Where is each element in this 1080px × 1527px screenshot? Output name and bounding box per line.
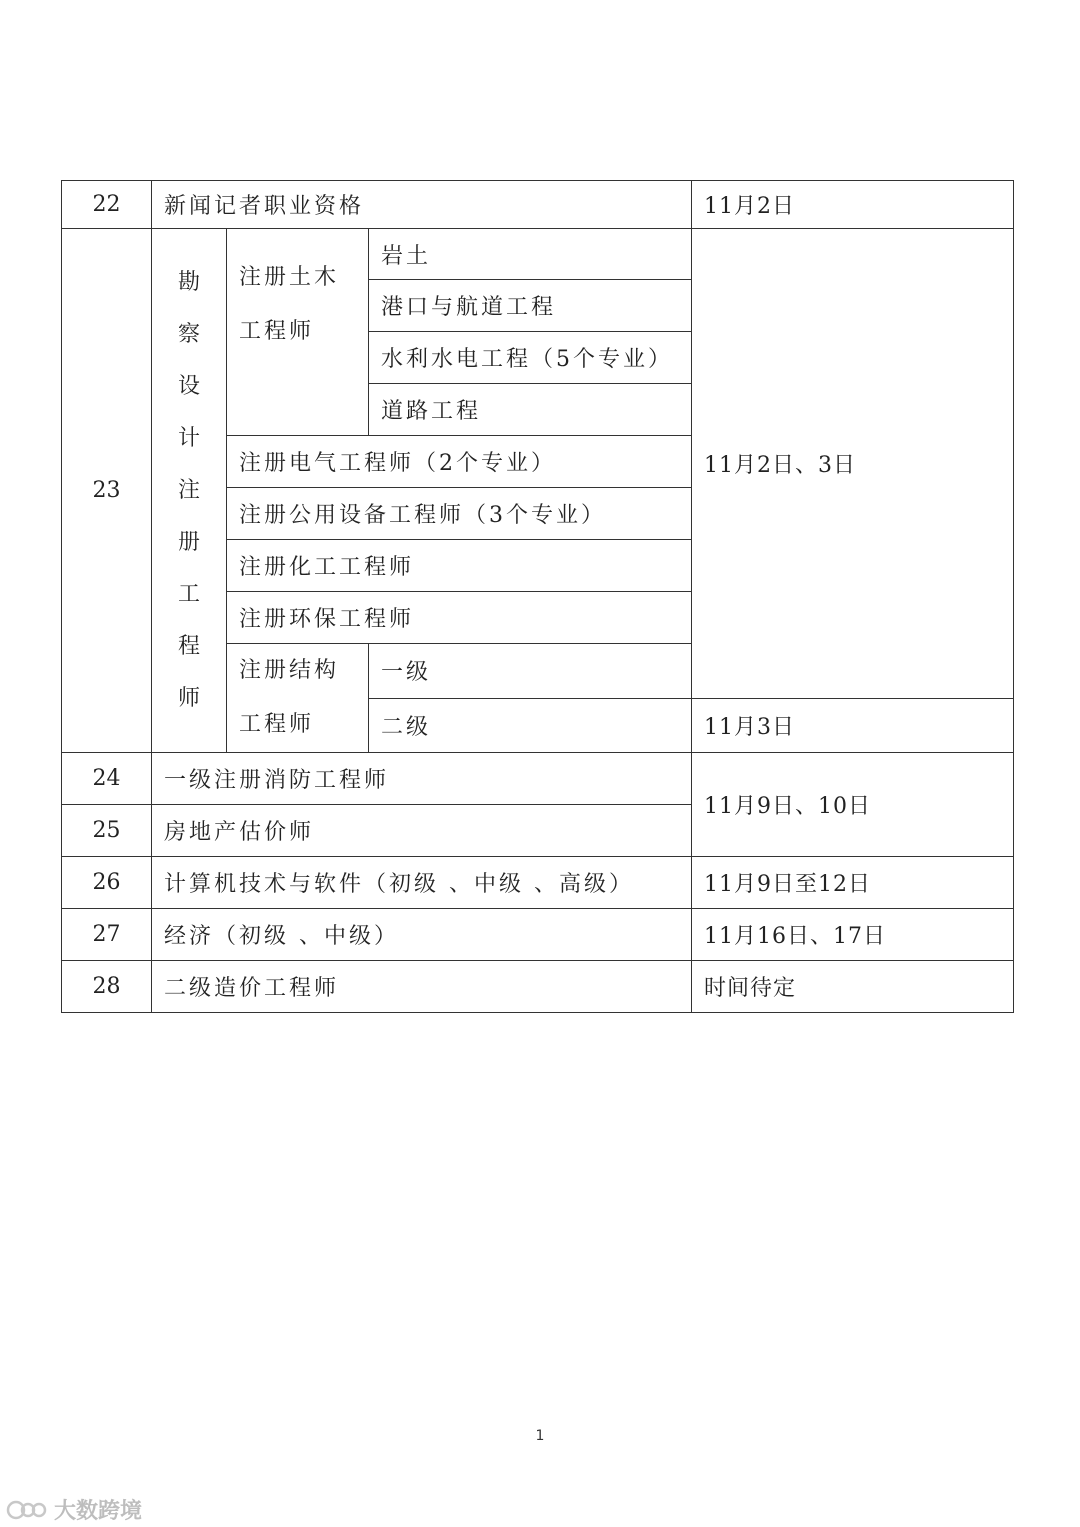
exam-date-level-2: 11月3日 <box>692 698 1014 753</box>
category-char: 察 <box>177 321 200 347</box>
exam-date: 11月2日 <box>692 181 1014 229</box>
category-char: 程 <box>177 633 200 659</box>
exam-date-main: 11月2日、3日 <box>692 229 1014 699</box>
structural-engineer-label: 注册结构 工程师 <box>227 644 369 753</box>
row-number: 25 <box>62 805 152 857</box>
exam-schedule-table <box>61 180 1014 1013</box>
category-char: 计 <box>177 425 200 451</box>
row-number: 27 <box>62 909 152 961</box>
table-row-26 <box>62 857 1014 909</box>
environmental-engineer: 注册环保工程师 <box>227 592 692 644</box>
row-number: 22 <box>62 181 152 229</box>
structural-level-2: 二级 <box>369 698 692 753</box>
category-char: 师 <box>177 685 200 711</box>
watermark-text: 大数跨境 <box>54 1499 143 1524</box>
electrical-engineer: 注册电气工程师（2个专业） <box>227 436 692 488</box>
row-number: 26 <box>62 857 152 909</box>
exam-date: 11月9日、10日 <box>692 753 1014 857</box>
exam-date: 11月16日、17日 <box>692 909 1014 961</box>
table-row-28 <box>62 961 1014 1013</box>
specialty-geotechnical: 岩土 <box>369 229 692 280</box>
logo-icon <box>6 1499 48 1521</box>
chemical-engineer: 注册化工工程师 <box>227 540 692 592</box>
exam-name: 经济（初级 、中级） <box>152 909 692 961</box>
page-number: 1 <box>535 1428 545 1444</box>
table-row-27 <box>62 909 1014 961</box>
category-char: 设 <box>177 373 200 399</box>
row-number: 28 <box>62 961 152 1013</box>
exam-name: 一级注册消防工程师 <box>152 753 692 805</box>
exam-name: 计算机技术与软件（初级 、中级 、高级） <box>152 857 692 909</box>
row-number: 23 <box>62 229 152 753</box>
table-row-24 <box>62 753 1014 805</box>
structural-level-1: 一级 <box>369 644 692 699</box>
watermark <box>6 1494 142 1525</box>
exam-name: 房地产估价师 <box>152 805 692 857</box>
category-vertical-label <box>152 229 227 753</box>
category-char: 工 <box>177 581 200 607</box>
specialty-hydro: 水利水电工程（5个专业） <box>369 332 692 384</box>
table-row-23 <box>62 229 1014 280</box>
exam-date: 时间待定 <box>692 961 1014 1013</box>
public-equipment-engineer: 注册公用设备工程师（3个专业） <box>227 488 692 540</box>
specialty-port: 港口与航道工程 <box>369 280 692 332</box>
table-row-22 <box>62 181 1014 229</box>
civil-engineer-label: 注册土木 工程师 <box>227 229 369 436</box>
specialty-road: 道路工程 <box>369 384 692 436</box>
category-char: 册 <box>177 529 200 555</box>
row-number: 24 <box>62 753 152 805</box>
exam-date: 11月9日至12日 <box>692 857 1014 909</box>
category-char: 勘 <box>177 269 200 295</box>
exam-name: 二级造价工程师 <box>152 961 692 1013</box>
exam-name: 新闻记者职业资格 <box>152 181 692 229</box>
category-char: 注 <box>177 477 200 503</box>
